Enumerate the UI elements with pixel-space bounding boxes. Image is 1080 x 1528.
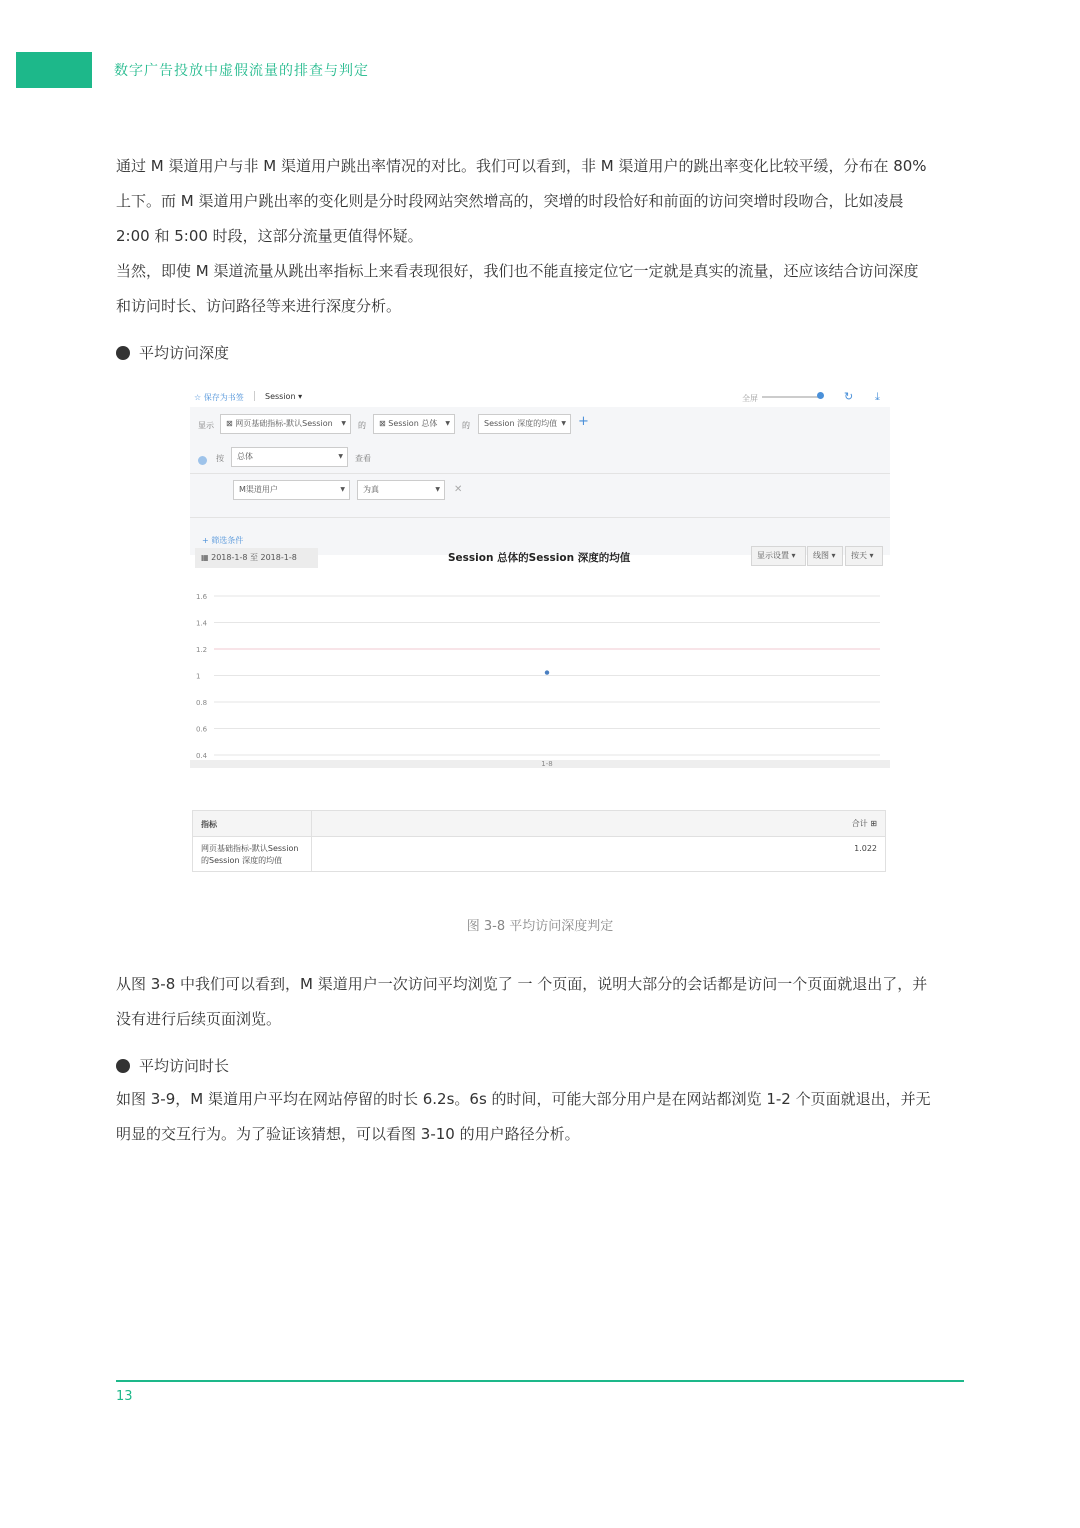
table-header-row <box>193 811 885 837</box>
save-bookmark-link[interactable]: ☆ 保存为书签 <box>194 393 244 402</box>
bullet-heading-text: 平均访问时长 <box>139 1057 230 1075</box>
chevron-down-icon: ▼ <box>341 420 346 427</box>
paragraph-line: 明显的交互行为。为了验证该猜想，可以看图 3-10 的用户路径分析。 <box>116 1125 580 1143</box>
header-accent-block <box>16 52 92 88</box>
session-total-select[interactable] <box>373 414 455 434</box>
date-range-picker[interactable] <box>195 548 318 568</box>
paragraph-line: 没有进行后续页面浏览。 <box>116 1010 282 1028</box>
paragraph-line: 上下。而 M 渠道用户跳出率的变化则是分时段网站突然增高的，突增的时段恰好和前面的访问突增时段吻合，比如凌晨 <box>116 192 904 210</box>
divider <box>190 517 890 518</box>
show-label: 显示 <box>198 421 214 430</box>
chart-footer-band <box>190 760 890 768</box>
session-dropdown[interactable]: Session ▾ <box>265 392 303 401</box>
line-chart <box>190 580 890 770</box>
x-tick-label: 1-8 <box>541 760 553 768</box>
y-tick-label: 0.4 <box>196 752 208 760</box>
table-row-label-line: 网页基础指标-默认Session <box>201 844 299 853</box>
footer-rule <box>116 1380 964 1382</box>
chevron-down-icon: ▾ <box>831 551 836 560</box>
grid-icon: ⊠ <box>226 419 236 428</box>
table-row-label <box>201 843 298 867</box>
analytics-screenshot <box>190 385 890 885</box>
add-metric-icon[interactable] <box>198 456 207 465</box>
summary-table <box>192 810 886 872</box>
expand-icon: ⊞ <box>870 819 877 828</box>
refresh-icon[interactable]: ↻ <box>844 390 854 403</box>
chart-title: Session 总体的Session 深度的均值 <box>448 552 631 564</box>
paragraph-line: 当然，即使 M 渠道流量从跳出率指标上来看表现很好，我们也不能直接定位它一定就是真实的流量，还应该结合访问深度 <box>116 262 919 280</box>
paragraph-line: 和访问时长、访问路径等来进行深度分析。 <box>116 297 402 315</box>
y-tick-label: 1.6 <box>196 593 208 601</box>
calendar-icon: ▦ <box>201 553 212 562</box>
granularity-label: 按天 <box>851 551 867 560</box>
chart-type-dropdown[interactable] <box>807 546 843 566</box>
depth-average-value: Session 深度的均值 <box>484 419 558 428</box>
y-tick-label: 0.8 <box>196 699 208 707</box>
add-metric-plus-icon[interactable]: + <box>578 414 589 429</box>
group-select-value: 总体 <box>237 452 253 461</box>
table-header-metric: 指标 <box>201 820 217 829</box>
bullet-heading-depth <box>116 342 229 363</box>
granularity-dropdown[interactable] <box>845 546 883 566</box>
metric-select[interactable] <box>220 414 351 434</box>
paragraph-line: 通过 M 渠道用户与非 M 渠道用户跳出率情况的对比。我们可以看到，非 M 渠道用户的跳出率变化比较平缓，分布在 80% <box>116 157 927 175</box>
display-settings-dropdown[interactable] <box>751 546 806 566</box>
chevron-down-icon: ▼ <box>338 453 343 460</box>
session-total-value: Session 总体 <box>388 419 438 428</box>
of-label: 的 <box>358 421 366 430</box>
display-settings-label: 显示设置 <box>757 551 789 560</box>
query-filter-panel <box>190 407 890 555</box>
paragraph-line: 从图 3-8 中我们可以看到，M 渠道用户一次访问平均浏览了 一 个页面，说明大部分的会话都是访问一个页面就退出了，并 <box>116 975 928 993</box>
table-header-total[interactable] <box>852 818 877 829</box>
group-select[interactable] <box>231 447 348 467</box>
condition-operator-select[interactable] <box>357 480 445 500</box>
divider <box>190 473 890 474</box>
page-number: 13 <box>116 1389 133 1404</box>
chevron-down-icon: ▼ <box>445 420 450 427</box>
y-tick-label: 1.2 <box>196 646 208 654</box>
condition-operator-value: 为真 <box>363 485 379 494</box>
paragraph-line: 如图 3-9，M 渠道用户平均在网站停留的时长 6.2s。6s 的时间，可能大部分用户是在网站都浏览 1-2 个页面就退出，并无 <box>116 1090 931 1108</box>
table-row-label-line: 的Session 深度的均值 <box>201 856 283 865</box>
chevron-down-icon: ▼ <box>435 486 440 493</box>
data-point[interactable] <box>545 670 549 674</box>
by-label: 按 <box>216 454 224 463</box>
date-range-value: 2018-1-8 至 2018-1-8 <box>211 553 297 562</box>
condition-field-value: M渠道用户 <box>239 485 278 494</box>
of-label: 的 <box>462 421 470 430</box>
plus-icon: + <box>202 536 212 545</box>
chart-type-label: 线图 <box>813 551 829 560</box>
table-column-divider <box>311 811 312 871</box>
bullet-dot-icon <box>116 1059 130 1073</box>
y-tick-label: 0.6 <box>196 725 208 734</box>
zoom-slider-handle[interactable] <box>817 392 824 399</box>
depth-average-select[interactable] <box>478 414 571 434</box>
metric-select-value: 网页基础指标-默认Session <box>235 419 333 428</box>
document-header-title: 数字广告投放中虚假流量的排查与判定 <box>114 63 369 79</box>
screenshot-toolbar <box>190 385 890 408</box>
chevron-down-icon: ▾ <box>791 551 796 560</box>
view-label: 查看 <box>355 454 371 463</box>
y-tick-label: 1 <box>196 672 201 681</box>
download-icon[interactable]: ⤓ <box>875 390 880 403</box>
add-filter-button[interactable] <box>202 535 243 546</box>
paragraph-line: 2:00 和 5:00 时段，这部分流量更值得怀疑。 <box>116 227 423 245</box>
chevron-down-icon: ▼ <box>340 486 345 493</box>
bullet-dot-icon <box>116 346 130 360</box>
table-header-total-label: 合计 <box>851 819 868 828</box>
fullscreen-label: 全屏 <box>742 394 758 403</box>
add-filter-label: 筛选条件 <box>211 536 244 545</box>
chevron-down-icon: ▾ <box>869 551 874 560</box>
grid-icon: ⊠ <box>379 419 389 428</box>
condition-field-select[interactable] <box>233 480 350 500</box>
chevron-down-icon: ▼ <box>561 420 566 427</box>
zoom-slider[interactable] <box>762 396 820 398</box>
figure-caption: 图 3-8 平均访问深度判定 <box>466 919 614 934</box>
y-tick-label: 1.4 <box>196 619 208 628</box>
bullet-heading-text: 平均访问深度 <box>139 344 230 362</box>
table-row-value: 1.022 <box>854 844 877 853</box>
bullet-heading-duration <box>116 1055 229 1076</box>
toolbar-divider <box>254 391 255 401</box>
remove-condition-icon[interactable]: ✕ <box>454 484 463 495</box>
